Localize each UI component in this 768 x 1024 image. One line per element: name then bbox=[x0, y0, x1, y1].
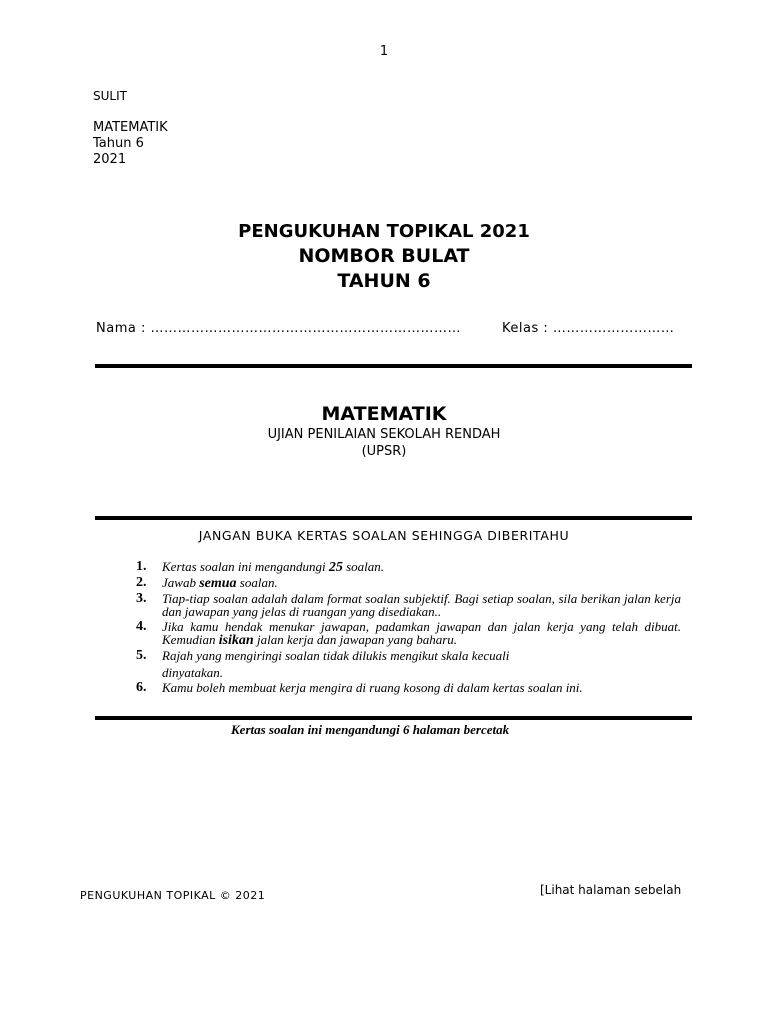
class-field[interactable] bbox=[502, 321, 674, 336]
instruction-text: Kamu boleh membuat kerja mengira di ruang kosong di dalam kertas soalan ini. bbox=[162, 680, 583, 695]
class-label: Kelas : bbox=[502, 321, 549, 336]
title-line-2: NOMBOR BULAT bbox=[298, 245, 470, 267]
class-blank[interactable]: ……………………… bbox=[552, 321, 675, 336]
header-info bbox=[93, 120, 168, 168]
instruction-number: 3. bbox=[136, 591, 147, 606]
warning-text: JANGAN BUKA KERTAS SOALAN SEHINGGA DIBERITAHU bbox=[198, 528, 570, 543]
name-label: Nama : bbox=[96, 321, 146, 336]
instruction-emphasis: 25 bbox=[328, 560, 343, 575]
name-blank[interactable]: …………………………………………………………… bbox=[150, 321, 461, 336]
name-field[interactable] bbox=[96, 321, 461, 336]
exam-subtitle: UJIAN PENILAIAN SEKOLAH RENDAH bbox=[267, 427, 501, 442]
instruction-text: soalan. bbox=[236, 575, 278, 590]
instruction-number: 2. bbox=[136, 575, 147, 590]
instruction-text: Rajah yang mengiringi soalan tidak dilukis mengikut skala kecuali bbox=[162, 648, 510, 663]
exam-block bbox=[0, 402, 768, 460]
exam-title: MATEMATIK bbox=[321, 403, 447, 425]
instructions-list bbox=[136, 560, 681, 696]
instruction-text: Kertas soalan ini mengandungi bbox=[162, 559, 329, 574]
title-line-1: PENGUKUHAN TOPIKAL 2021 bbox=[238, 221, 530, 242]
instruction-text: Tiap-tiap soalan adalah dalam format soalan subjektif. Bagi setiap soalan, sila berikan jalan kerja dan jawapan yang jelas di ruangan yang disediakan.. bbox=[162, 591, 681, 619]
exam-year-label: 2021 bbox=[93, 152, 127, 167]
instruction-emphasis: semua bbox=[199, 576, 237, 591]
instruction-text: Jawab bbox=[162, 575, 200, 590]
exam-abbrev: (UPSR) bbox=[361, 444, 407, 459]
subject-label: MATEMATIK bbox=[93, 120, 168, 135]
title-line-3: TAHUN 6 bbox=[337, 270, 431, 292]
instruction-text: soalan. bbox=[342, 559, 385, 574]
instruction-item bbox=[136, 576, 681, 590]
instruction-text: jalan kerja dan jawapan yang baharu. bbox=[253, 632, 458, 647]
instruction-item bbox=[136, 560, 681, 574]
page-number: 1 bbox=[379, 44, 389, 59]
instruction-number: 1. bbox=[136, 559, 147, 574]
instruction-item bbox=[136, 681, 681, 694]
instruction-text: Jika kamu hendak menukar jawapan, padamkan jawapan dan jalan kerja yang telah dibuat. Kemudian bbox=[162, 619, 681, 647]
footer-copyright: PENGUKUHAN TOPIKAL © 2021 bbox=[80, 889, 266, 902]
classification-label: SULIT bbox=[93, 89, 127, 103]
divider-rule bbox=[95, 716, 692, 720]
instruction-item bbox=[136, 649, 681, 679]
instruction-text: dinyatakan. bbox=[162, 665, 224, 680]
instruction-number: 5. bbox=[136, 648, 147, 663]
instruction-number: 6. bbox=[136, 680, 147, 695]
paper-title bbox=[0, 220, 768, 294]
year-label: Tahun 6 bbox=[93, 136, 144, 151]
divider-rule bbox=[95, 516, 692, 520]
instruction-number: 4. bbox=[136, 619, 147, 634]
divider-rule bbox=[95, 364, 692, 368]
footer-next-page: [Lihat halaman sebelah bbox=[540, 883, 682, 897]
pages-note: Kertas soalan ini mengandungi 6 halaman bercetak bbox=[231, 722, 510, 737]
instruction-emphasis: isikan bbox=[218, 633, 254, 648]
instruction-item bbox=[136, 592, 681, 618]
instruction-item bbox=[136, 620, 681, 647]
